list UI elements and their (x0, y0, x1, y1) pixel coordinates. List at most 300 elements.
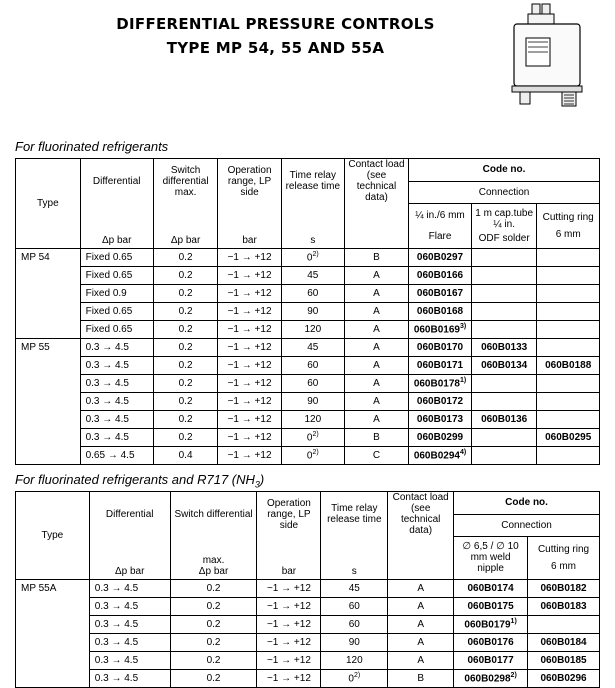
row-contact-text: A (373, 287, 380, 299)
row-type (16, 651, 90, 669)
row-switch (153, 320, 218, 338)
row-operation-text: −1 → +12 (266, 618, 311, 630)
t2-header-contact-blank (388, 536, 454, 579)
row-contact (388, 615, 454, 633)
table-row (16, 356, 600, 374)
row-time-text: 90 (307, 305, 319, 317)
row-flare-text: 060B0166 (416, 269, 464, 281)
t2-header-weld: ∅ 6,5 / ∅ 10 mm weld nipple (454, 536, 528, 579)
header-differential: Differential (80, 159, 153, 204)
row-switch-text: 0.2 (206, 636, 221, 648)
table-row (16, 338, 600, 356)
row-weld (454, 579, 528, 597)
row-contact (344, 446, 408, 464)
row-differential (80, 284, 153, 302)
t2-header-code-no: Code no. (454, 492, 600, 515)
row-flare (409, 392, 472, 410)
row-contact (388, 669, 454, 687)
table2-caption-sub: 3 (254, 479, 260, 490)
row-flare (409, 338, 472, 356)
row-cap-tube (471, 446, 536, 464)
row-time (281, 266, 344, 284)
row-operation (218, 266, 281, 284)
row-contact (344, 356, 408, 374)
row-cutting-ring (537, 302, 600, 320)
row-flare (409, 302, 472, 320)
row-differential (80, 302, 153, 320)
row-cutting-ring (537, 410, 600, 428)
row-flare (409, 446, 472, 464)
row-cutting-ring (528, 579, 600, 597)
row-contact (388, 633, 454, 651)
row-type (16, 669, 90, 687)
row-time-text: 120 (304, 413, 322, 425)
row-cutting-ring (528, 651, 600, 669)
row-contact-text: C (372, 449, 381, 461)
row-switch-text: 0.2 (178, 323, 193, 335)
row-contact (344, 266, 408, 284)
row-contact-text: B (417, 672, 425, 684)
t2-header-connection: Connection (454, 514, 600, 536)
row-time (281, 338, 344, 356)
page-title-line2: TYPE MP 54, 55 AND 55A (166, 39, 385, 57)
table-row (16, 410, 600, 428)
row-cutting-ring-text: 060B0183 (540, 600, 587, 612)
row-differential (80, 266, 153, 284)
row-time-footnote: 2) (353, 671, 361, 679)
row-time (281, 320, 344, 338)
row-time (281, 374, 344, 392)
row-differential (80, 374, 153, 392)
row-cutting-ring-text: 060B0188 (545, 359, 592, 371)
row-differential-text: 0.3 → 4.5 (85, 377, 129, 389)
header-switch: Switch differential max. (153, 159, 218, 204)
t2-header-type: Type (16, 492, 90, 580)
header-contact: Contact load (see technical data) (344, 159, 408, 204)
row-switch (153, 428, 218, 446)
t2-header-time-relay: Time relay release time (321, 492, 388, 537)
row-switch (153, 410, 218, 428)
row-switch-text: 0.2 (178, 305, 193, 317)
row-operation-text: −1 → +12 (227, 269, 272, 281)
header-cap-tube-sub: ODF solder (478, 232, 530, 244)
row-cutting-ring (537, 446, 600, 464)
row-differential-text: 0.3 → 4.5 (85, 431, 129, 443)
row-cutting-ring-text: 060B0182 (540, 582, 587, 594)
row-weld-footnote: 1) (510, 617, 517, 625)
row-flare-text: 060B0178 (413, 378, 460, 390)
row-differential (80, 410, 153, 428)
row-cap-tube (471, 284, 536, 302)
row-weld-text: 060B0298 (464, 673, 511, 685)
row-contact-text: A (373, 413, 380, 425)
row-operation (257, 579, 321, 597)
row-operation-text: −1 → +12 (227, 341, 272, 353)
row-type-text: MP 55 (21, 341, 50, 353)
row-contact (344, 320, 408, 338)
row-switch-text: 0.4 (178, 449, 193, 461)
row-operation-text: −1 → +12 (227, 323, 272, 335)
row-operation (218, 338, 281, 356)
row-time-text: 90 (307, 395, 319, 407)
t2-header-switch: Switch differential (170, 492, 257, 537)
row-differential-text: 0.3 → 4.5 (94, 618, 139, 630)
row-cap-tube (471, 266, 536, 284)
row-type (16, 428, 81, 446)
header-type: Type (16, 159, 81, 249)
row-switch (170, 579, 257, 597)
table-row (16, 392, 600, 410)
row-cap-tube-text: 060B0134 (481, 359, 528, 371)
table-row (16, 597, 600, 615)
row-switch (170, 615, 257, 633)
row-operation (218, 446, 281, 464)
row-time-text: 60 (307, 287, 319, 299)
row-cutting-ring-text: 060B0185 (540, 654, 587, 666)
row-time-text: 60 (348, 600, 360, 612)
row-type (16, 374, 81, 392)
row-contact (388, 651, 454, 669)
row-contact-text: A (417, 582, 425, 594)
pressure-control-device-image (506, 2, 588, 110)
row-cutting-ring (537, 428, 600, 446)
row-operation-text: −1 → +12 (227, 431, 272, 443)
row-cutting-ring (528, 669, 600, 687)
row-switch-text: 0.2 (178, 287, 193, 299)
row-type (16, 338, 81, 356)
row-flare (409, 248, 472, 266)
row-flare (409, 284, 472, 302)
row-operation-text: −1 → +12 (266, 672, 311, 684)
row-differential (80, 338, 153, 356)
row-cutting-ring (528, 615, 600, 633)
row-time-footnote: 2) (312, 448, 319, 456)
row-cap-tube (471, 392, 536, 410)
header-flare-label: ¼ in./6 mm (415, 209, 465, 221)
row-flare (409, 428, 472, 446)
row-cap-tube (471, 248, 536, 266)
row-operation (218, 392, 281, 410)
row-weld (454, 597, 528, 615)
row-differential (80, 428, 153, 446)
table-row (16, 374, 600, 392)
row-time (321, 615, 388, 633)
t2-header-time-relay-unit: s (321, 536, 388, 579)
row-operation-text: −1 → +12 (227, 449, 272, 461)
table-row (16, 248, 600, 266)
row-type (16, 284, 81, 302)
row-cap-tube (471, 320, 536, 338)
row-switch-text: 0.2 (178, 359, 193, 371)
row-differential-text: 0.3 → 4.5 (94, 654, 139, 666)
row-switch-text: 0.2 (206, 654, 221, 666)
row-type (16, 266, 81, 284)
row-time (281, 284, 344, 302)
row-operation (218, 374, 281, 392)
row-operation (257, 669, 321, 687)
row-cutting-ring (528, 597, 600, 615)
row-switch-text: 0.2 (206, 672, 221, 684)
row-type (16, 597, 90, 615)
row-time-text: 60 (307, 359, 319, 371)
row-contact (388, 597, 454, 615)
table2-caption-text: For fluorinated refrigerants and R717 (NH (15, 472, 255, 487)
row-contact (388, 579, 454, 597)
row-contact-text: A (373, 359, 380, 371)
row-type (16, 356, 81, 374)
header-flare (409, 203, 472, 248)
row-time-footnote: 2) (312, 250, 319, 258)
row-type (16, 302, 81, 320)
row-contact-text: A (373, 269, 380, 281)
row-contact (344, 248, 408, 266)
row-switch-text: 0.2 (178, 431, 193, 443)
row-differential-text: 0.3 → 4.5 (94, 672, 139, 684)
row-flare (409, 410, 472, 428)
table-row (16, 302, 600, 320)
row-cutting-ring-text: 060B0184 (540, 636, 587, 648)
row-flare-text: 060B0167 (416, 287, 464, 299)
row-differential-text: 0.3 → 4.5 (85, 359, 129, 371)
row-type (16, 410, 81, 428)
row-flare (409, 266, 472, 284)
row-contact-text: A (373, 323, 380, 335)
row-switch-text: 0.2 (206, 582, 221, 594)
row-time (321, 651, 388, 669)
row-time-text: 0 (306, 450, 313, 462)
row-cutting-ring-text: 060B0296 (540, 672, 587, 684)
row-differential-text: Fixed 0.9 (85, 287, 127, 299)
row-differential-text: Fixed 0.65 (85, 251, 133, 263)
row-switch-text: 0.2 (206, 618, 221, 630)
header-contact-blank (344, 203, 408, 248)
row-contact-text: B (373, 431, 380, 443)
row-switch-text: 0.2 (206, 600, 221, 612)
row-time (281, 410, 344, 428)
row-switch-text: 0.2 (178, 341, 193, 353)
header-code-no: Code no. (409, 159, 600, 182)
header-switch-unit: Δp bar (153, 203, 218, 248)
row-differential-text: Fixed 0.65 (85, 323, 133, 335)
row-type (16, 615, 90, 633)
mp54-55-table (15, 158, 600, 465)
row-type (16, 392, 81, 410)
row-type-text: MP 54 (21, 251, 50, 263)
row-contact-text: A (373, 377, 380, 389)
row-cutting-ring-text: 060B0295 (545, 431, 592, 443)
row-weld-text: 060B0174 (467, 582, 514, 594)
table-row (16, 579, 600, 597)
row-time (281, 446, 344, 464)
t2-header-switch-unit (170, 536, 257, 579)
row-operation-text: −1 → +12 (227, 413, 272, 425)
row-time (321, 597, 388, 615)
row-operation (218, 284, 281, 302)
table-row (16, 266, 600, 284)
row-operation (218, 248, 281, 266)
header-connection: Connection (409, 181, 600, 203)
row-operation-text: −1 → +12 (266, 582, 311, 594)
row-time-text: 0 (306, 432, 313, 444)
row-differential (89, 615, 170, 633)
row-flare-text: 060B0294 (413, 450, 460, 462)
row-differential (80, 392, 153, 410)
row-cap-tube-text: 060B0133 (481, 341, 528, 353)
row-cap-tube-text: 060B0136 (481, 413, 528, 425)
row-type (16, 248, 81, 266)
row-operation (257, 597, 321, 615)
row-operation-text: −1 → +12 (227, 251, 272, 263)
row-operation-text: −1 → +12 (227, 395, 272, 407)
row-weld-footnote: 2) (510, 671, 517, 679)
row-operation-text: −1 → +12 (227, 305, 272, 317)
row-switch (153, 374, 218, 392)
t2-header-cutting-ring (528, 536, 600, 579)
row-differential-text: 0.3 → 4.5 (94, 582, 139, 594)
row-contact-text: A (373, 341, 380, 353)
row-operation-text: −1 → +12 (266, 600, 311, 612)
row-contact (344, 392, 408, 410)
row-contact (344, 374, 408, 392)
row-differential (89, 633, 170, 651)
table-row (16, 615, 600, 633)
table-row (16, 651, 600, 669)
row-cutting-ring (537, 392, 600, 410)
row-time-text: 120 (304, 323, 322, 335)
row-flare (409, 320, 472, 338)
row-switch (153, 284, 218, 302)
row-time (321, 633, 388, 651)
row-time-text: 0 (348, 673, 354, 685)
t2-header-cutting-ring-sub: 6 mm (551, 560, 577, 572)
row-contact-text: A (417, 636, 425, 648)
row-differential-text: 0.3 → 4.5 (94, 600, 139, 612)
row-weld (454, 669, 528, 687)
row-operation (218, 428, 281, 446)
t2-header-switch-unit2: Δp bar (198, 565, 229, 577)
table-row (16, 428, 600, 446)
row-cutting-ring (537, 356, 600, 374)
table2-caption-end: ) (259, 472, 265, 487)
table-row (16, 320, 600, 338)
header-cutting-ring-sub: 6 mm (555, 228, 581, 240)
t2-header-differential-unit: Δp bar (89, 536, 170, 579)
row-switch-text: 0.2 (178, 413, 193, 425)
t2-header-cutting-ring-label: Cutting ring (537, 543, 590, 555)
row-time (321, 579, 388, 597)
header-cap-tube-label: 1 m cap.tube ¼ in. (475, 207, 534, 230)
header-operation-unit: bar (218, 203, 281, 248)
row-differential (80, 248, 153, 266)
row-contact (344, 428, 408, 446)
row-operation-text: −1 → +12 (227, 377, 272, 389)
row-switch (170, 651, 257, 669)
row-contact (344, 284, 408, 302)
header-cap-tube (471, 203, 536, 248)
t2-header-operation: Operation range, LP side (257, 492, 321, 537)
row-switch-text: 0.2 (178, 251, 193, 263)
row-contact-text: A (373, 395, 380, 407)
row-weld-text: 060B0175 (467, 600, 514, 612)
row-operation-text: −1 → +12 (227, 359, 272, 371)
row-operation-text: −1 → +12 (266, 654, 311, 666)
row-operation (257, 633, 321, 651)
page-title-line1: DIFFERENTIAL PRESSURE CONTROLS (116, 15, 435, 33)
row-flare-text: 060B0168 (416, 305, 464, 317)
row-weld (454, 615, 528, 633)
row-switch (153, 266, 218, 284)
row-differential-text: Fixed 0.65 (85, 305, 133, 317)
row-flare-text: 060B0171 (416, 359, 464, 371)
row-time (321, 669, 388, 687)
row-type (16, 446, 81, 464)
header-cutting-ring (537, 203, 600, 248)
row-operation (218, 320, 281, 338)
row-cap-tube (471, 302, 536, 320)
row-contact-text: A (417, 600, 425, 612)
row-cutting-ring (537, 284, 600, 302)
row-flare-footnote: 3) (459, 322, 467, 330)
row-differential-text: 0.3 → 4.5 (85, 341, 129, 353)
row-switch (170, 669, 257, 687)
row-time (281, 248, 344, 266)
row-contact-text: B (373, 251, 380, 263)
row-cutting-ring (537, 320, 600, 338)
row-switch-text: 0.2 (178, 395, 193, 407)
header-flare-sub: Flare (428, 230, 452, 242)
row-switch-text: 0.2 (178, 377, 193, 389)
row-type (16, 320, 81, 338)
row-operation (218, 356, 281, 374)
row-switch (153, 248, 218, 266)
table-row (16, 446, 600, 464)
table-row (16, 633, 600, 651)
header-differential-unit: Δp bar (80, 203, 153, 248)
row-time-text: 45 (307, 269, 319, 281)
row-differential (80, 356, 153, 374)
row-switch (153, 446, 218, 464)
row-cutting-ring (537, 248, 600, 266)
row-contact-text: A (373, 305, 380, 317)
row-type (16, 579, 90, 597)
row-contact (344, 302, 408, 320)
row-operation (218, 410, 281, 428)
row-cap-tube (471, 356, 536, 374)
row-weld (454, 651, 528, 669)
header-operation: Operation range, LP side (218, 159, 281, 204)
row-flare-text: 060B0172 (416, 395, 464, 407)
row-time-text: 60 (307, 377, 319, 389)
row-time-footnote: 2) (312, 430, 319, 438)
row-switch (153, 302, 218, 320)
row-contact (344, 338, 408, 356)
row-switch (170, 597, 257, 615)
row-cap-tube (471, 428, 536, 446)
t2-header-differential: Differential (89, 492, 170, 537)
row-operation (257, 615, 321, 633)
row-cap-tube (471, 338, 536, 356)
row-switch (153, 392, 218, 410)
row-time-text: 60 (348, 618, 360, 630)
row-contact-text: A (417, 654, 425, 666)
t2-header-operation-unit: bar (257, 536, 321, 579)
table-row (16, 669, 600, 687)
row-time (281, 356, 344, 374)
row-type-text: MP 55A (21, 582, 57, 594)
row-differential (80, 446, 153, 464)
row-differential (89, 597, 170, 615)
row-weld-text: 060B0177 (467, 654, 514, 666)
